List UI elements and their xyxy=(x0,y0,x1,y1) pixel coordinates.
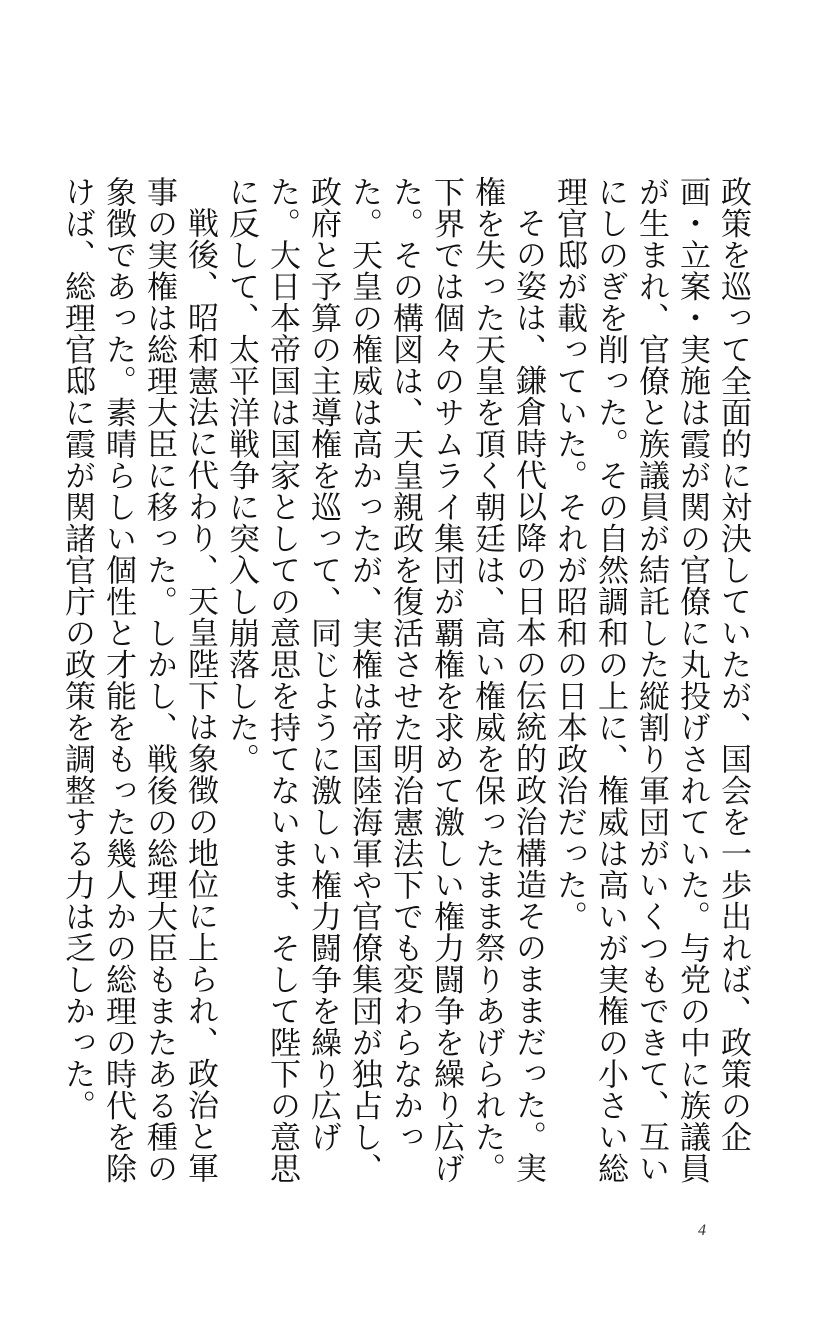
paragraph-2: その姿は、鎌倉時代以降の日本の伝統的政治構造そのままだった。実権を失った天皇を頂く朝廷は、高い権威を保ったまま祭りあげられた。下界では個々のサムライ集団が覇権を求めて激しい権力闘争を繰り広げた。その構図は、天皇親政を復活させた明治憲法下でも変わらなかった。天皇の権威は高かったが、実権は帝国陸海軍や官僚集団が独占し、政府と予算の主導権を巡って、同じように激しい権力闘争を繰り広げた。大日本帝国は国家としての意思を持てないまま、そして陛下の意思に反して、太平洋戦争に突入し崩落した。 xyxy=(223,176,546,1184)
paragraph-1: 政策を巡って全面的に対決していたが、国会を一歩出れば、政策の企画・立案・実施は霞が関の官僚に丸投げされていた。与党の中に族議員が生まれ、官僚と族議員が結託した縦割り軍団がいくつもできて、互いにしのぎを削った。その自然調和の上に、権威は高いが実権の小さい総理官邸が載っていた。それが昭和の日本政治だった。 xyxy=(551,176,751,1184)
body-text xyxy=(56,176,753,1206)
paragraph-3: 戦後、昭和憲法に代わり、天皇陛下は象徴の地位に上られ、政治と軍事の実権は総理大臣に移った。しかし、戦後の総理大臣もまたある種の象徴であった。素晴らしい個性と才能をもった幾人かの総理の時代を除けば、総理官邸に霞が関諸官庁の政策を調整する力は乏しかった。 xyxy=(59,176,218,1184)
page-number: 4 xyxy=(698,1222,706,1239)
